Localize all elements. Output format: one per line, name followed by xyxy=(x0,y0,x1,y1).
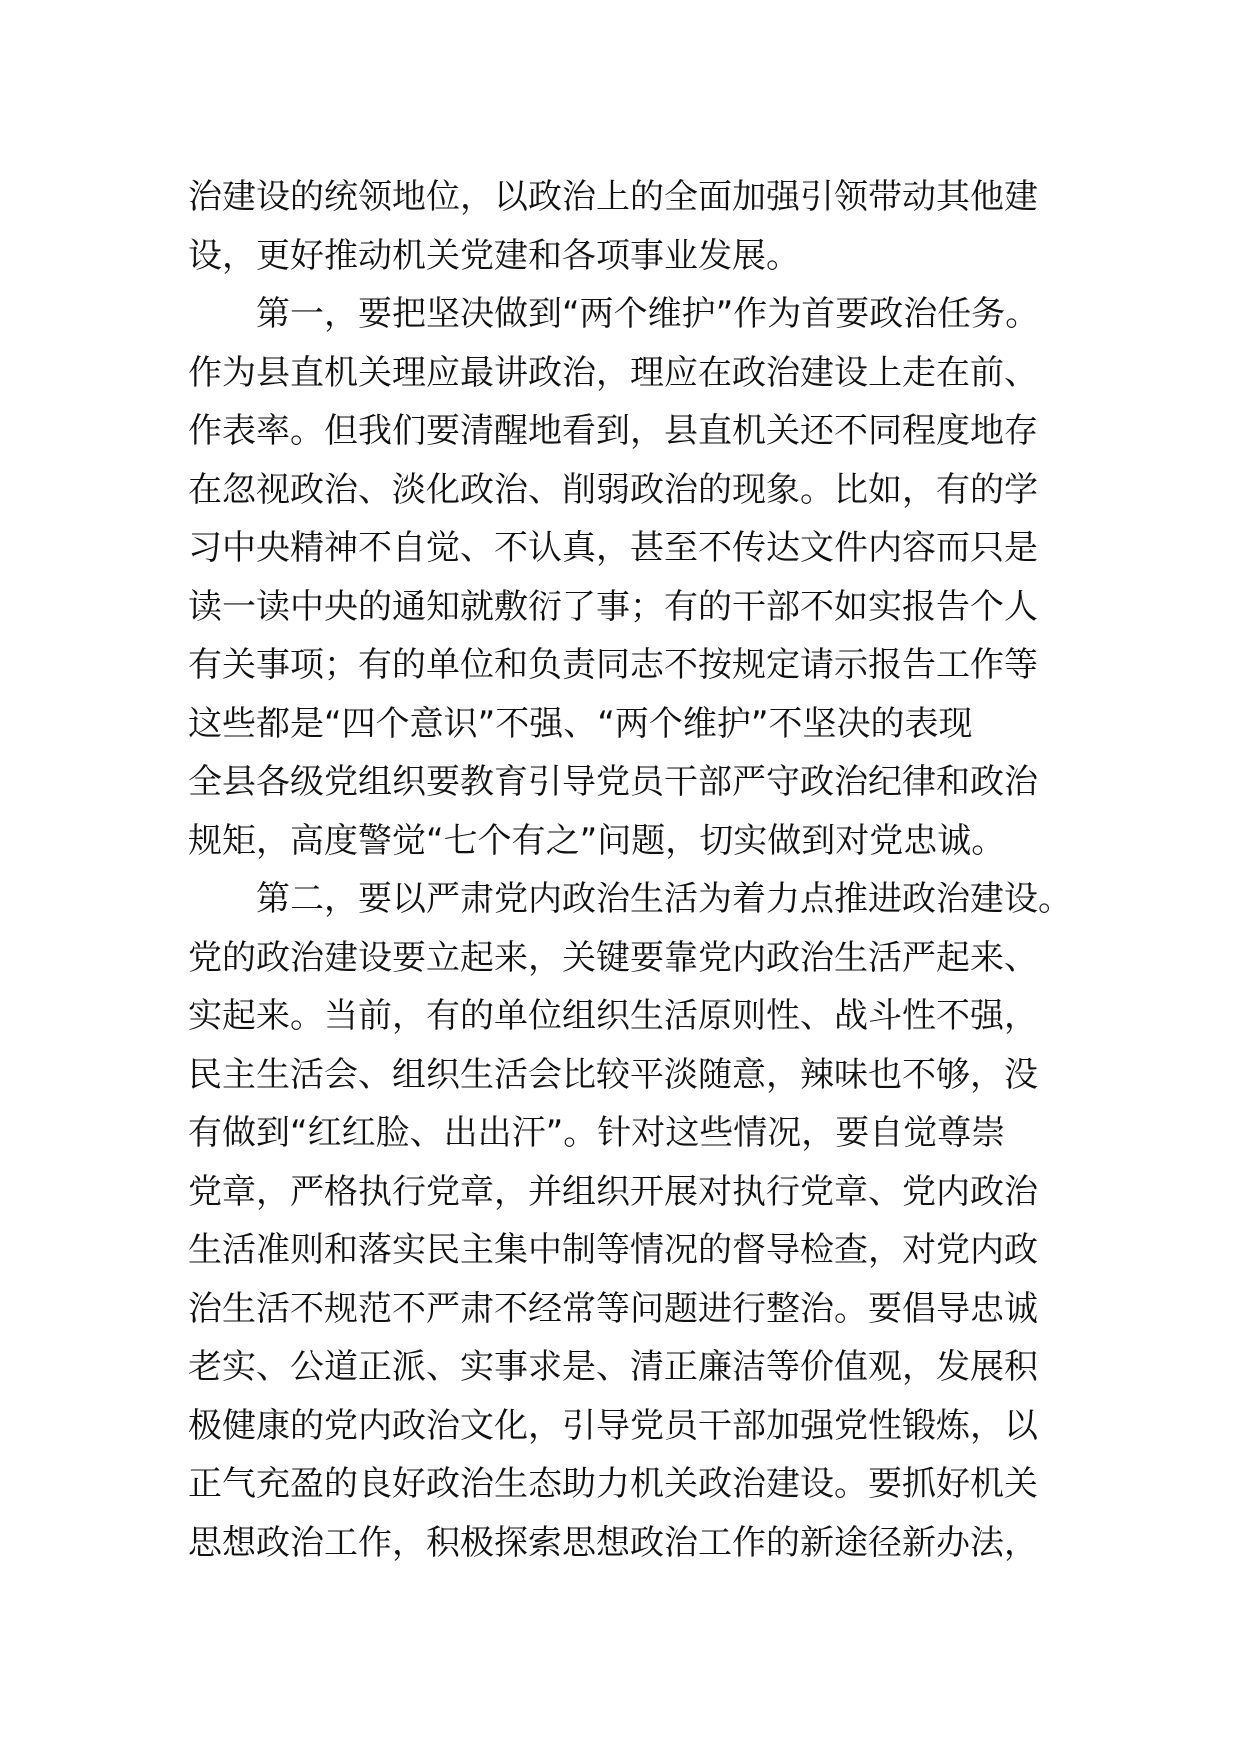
text-line: 党的政治建设要立起来，关键要靠党内政治生活严起来、 xyxy=(188,937,1038,978)
text-line: 老实、公道正派、实事求是、清正廉洁等价值观，发展积 xyxy=(188,1347,1038,1387)
text-line: 习中央精神不自觉、不认真，甚至不传达文件内容而只是 xyxy=(188,528,1038,568)
text-line: 治生活不规范不严肃不经常等问题进行整治。要倡导忠诚 xyxy=(188,1288,1038,1329)
text-line: 民主生活会、组织生活会比较平淡随意，辣味也不够，没 xyxy=(188,1054,1038,1095)
text-line: 设，更好推动机关党建和各项事业发展。 xyxy=(188,235,800,276)
text-line: 思想政治工作，积极探索思想政治工作的新途径新办法， xyxy=(188,1522,1038,1563)
text-line: 全县各级党组织要教育引导党员干部严守政治纪律和政治 xyxy=(188,762,1038,802)
text-line: 在忽视政治、淡化政治、削弱政治的现象。比如，有的学 xyxy=(188,469,1038,510)
text-line: 极健康的党内政治文化，引导党员干部加强党性锻炼，以 xyxy=(188,1405,1038,1446)
text-line: 读一读中央的通知就敷衍了事；有的干部不如实报告个人 xyxy=(188,586,1038,627)
text-line: 这些都是“四个意识”不强、“两个维护”不坚决的表现 xyxy=(188,703,973,744)
text-line: 实起来。当前，有的单位组织生活原则性、战斗性不强， xyxy=(188,996,1038,1036)
text-line: 党章，严格执行党章，并组织开展对执行党章、党内政治 xyxy=(188,1171,1038,1212)
text-line: 治建设的统领地位，以政治上的全面加强引领带动其他建 xyxy=(188,177,1038,217)
paragraph-first-line: 第一，要把坚决做到“两个维护”作为首要政治任务。 xyxy=(256,294,1040,334)
paragraph-first-line: 第二，要以严肃党内政治生活为着力点推进政治建设。 xyxy=(256,879,1072,919)
text-line: 有做到“红红脸、出出汗”。针对这些情况，要自觉尊崇 xyxy=(188,1113,1006,1153)
text-line: 有关事项；有的单位和负责同志不按规定请示报告工作等 xyxy=(188,645,1038,685)
text-line: 正气充盈的良好政治生态助力机关政治建设。要抓好机关 xyxy=(188,1464,1038,1504)
text-line: 作为县直机关理应最讲政治，理应在政治建设上走在前、 xyxy=(188,352,1038,393)
text-line: 规矩，高度警觉“七个有之”问题，切实做到对党忠诚。 xyxy=(188,820,1006,861)
text-line: 作表率。但我们要清醒地看到，县直机关还不同程度地存 xyxy=(188,411,1038,451)
body-text xyxy=(188,168,1072,1572)
text-line: 生活准则和落实民主集中制等情况的督导检查，对党内政 xyxy=(188,1230,1038,1270)
